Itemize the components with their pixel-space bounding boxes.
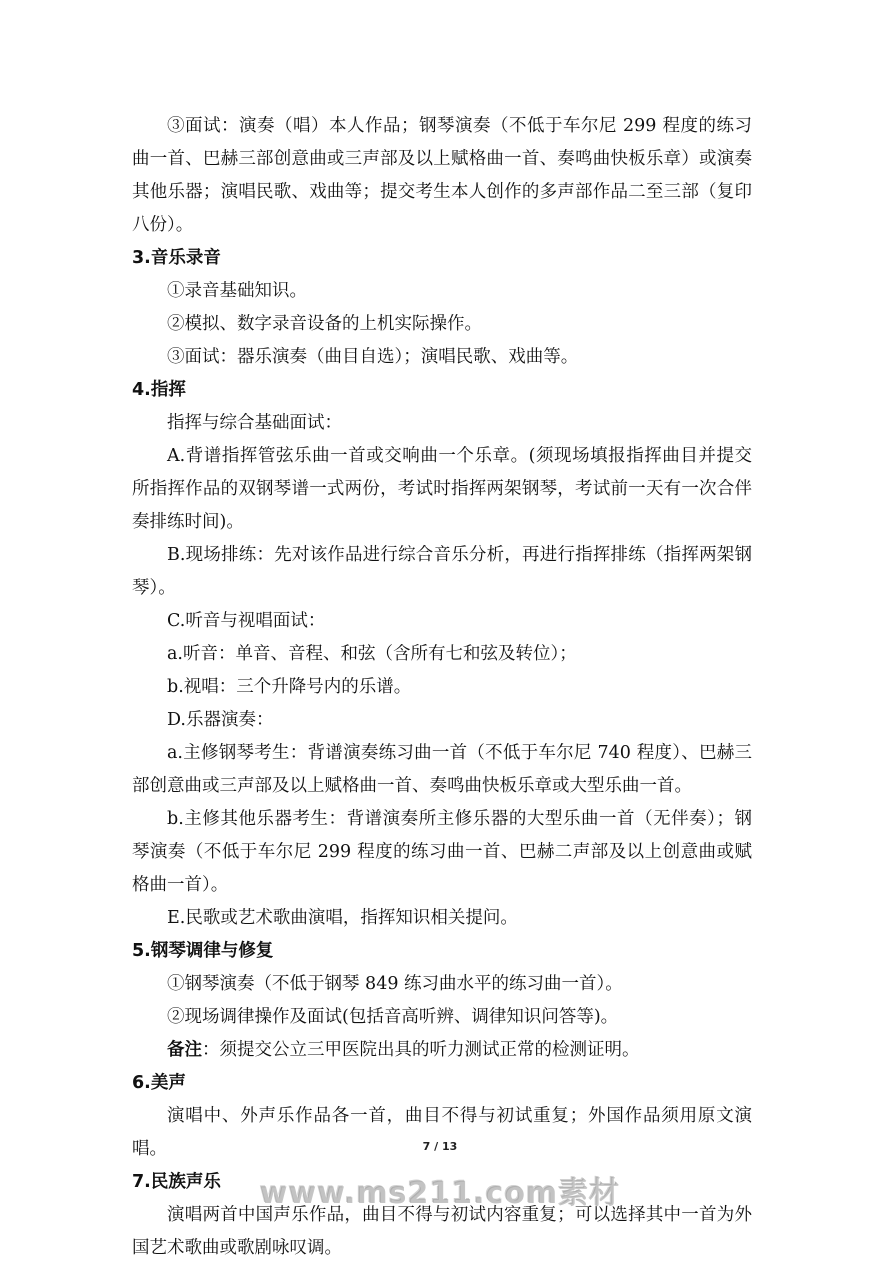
heading-conducting: 4.指挥 [132,380,186,400]
paragraph-ear-training: a.听音：单音、音程、和弦（含所有七和弦及转位）； [167,644,577,664]
note-text: ：须提交公立三甲医院出具的听力测试正常的检测证明。 [202,1040,640,1060]
paragraph-interview-composition: ③面试：演奏（唱）本人作品；钢琴演奏（不低于车尔尼 299 程度的练习曲一首、巴赫三部创意曲或三声部及以上赋格曲一首、奏鸣曲快板乐章）或演奏其他乐器；演唱民歌、戏曲等；提交考生本人创作的多声部作品二至三部（复印八份）。 [132,116,752,235]
paragraph-recording-interview: ③面试：器乐演奏（曲目自选）；演唱民歌、戏曲等。 [167,347,579,367]
heading-bel-canto: 6.美声 [132,1073,186,1093]
paragraph-conducting-a: A.背谱指挥管弦乐曲一首或交响曲一个乐章。(须现场填报指挥曲目并提交所指挥作品的双钢琴谱一式两份，考试时指挥两架钢琴，考试前一天有一次合伴奏排练时间)。 [132,446,752,532]
page-number: 7 / 13 [422,1140,458,1153]
paragraph-recording-equipment: ②模拟、数字录音设备的上机实际操作。 [167,314,482,334]
paragraph-note [132,1034,752,1067]
paragraph-piano-performance: ①钢琴演奏（不低于钢琴 849 练习曲水平的练习曲一首）。 [167,974,623,994]
heading-ethnic-vocal: 7.民族声乐 [132,1172,221,1192]
watermark: www.ms211.com素材 [259,1176,621,1211]
paragraph-bel-canto: 演唱中、外声乐作品各一首，曲目不得与初试重复；外国作品须用原文演唱。 [132,1106,752,1159]
paragraph-conducting-c: C.听音与视唱面试： [167,611,326,631]
paragraph-other-instrument-major: b.主修其他乐器考生：背谱演奏所主修乐器的大型乐曲一首（无伴奏）；钢琴演奏（不低于车尔尼 299 程度的练习曲一首、巴赫二声部及以上创意曲或赋格曲一首）。 [132,809,752,895]
paragraph-conducting-e: E.民歌或艺术歌曲演唱，指挥知识相关提问。 [167,908,518,928]
paragraph-sight-singing: b.视唱：三个升降号内的乐谱。 [167,677,412,697]
document-body [132,110,752,1265]
paragraph-tuning-interview: ②现场调律操作及面试(包括音高听辨、调律知识问答等)。 [167,1007,619,1027]
paragraph-ethnic-vocal: 演唱两首中国声乐作品，曲目不得与初试内容重复；可以选择其中一首为外国艺术歌曲或歌剧咏叹调。 [132,1205,752,1258]
paragraph-conducting-d: D.乐器演奏： [167,710,274,730]
paragraph-piano-major: a.主修钢琴考生：背谱演奏练习曲一首（不低于车尔尼 740 程度）、巴赫三部创意曲或三声部及以上赋格曲一首、奏鸣曲快板乐章或大型乐曲一首。 [132,743,752,796]
heading-piano-tuning: 5.钢琴调律与修复 [132,941,274,961]
note-label: 备注 [167,1040,202,1060]
heading-music-recording: 3.音乐录音 [132,248,221,268]
paragraph-conducting-b: B.现场排练：先对该作品进行综合音乐分析，再进行指挥排练（指挥两架钢琴）。 [132,545,752,598]
paragraph-conducting-intro: 指挥与综合基础面试： [167,413,342,433]
paragraph-recording-basics: ①录音基础知识。 [167,281,307,301]
